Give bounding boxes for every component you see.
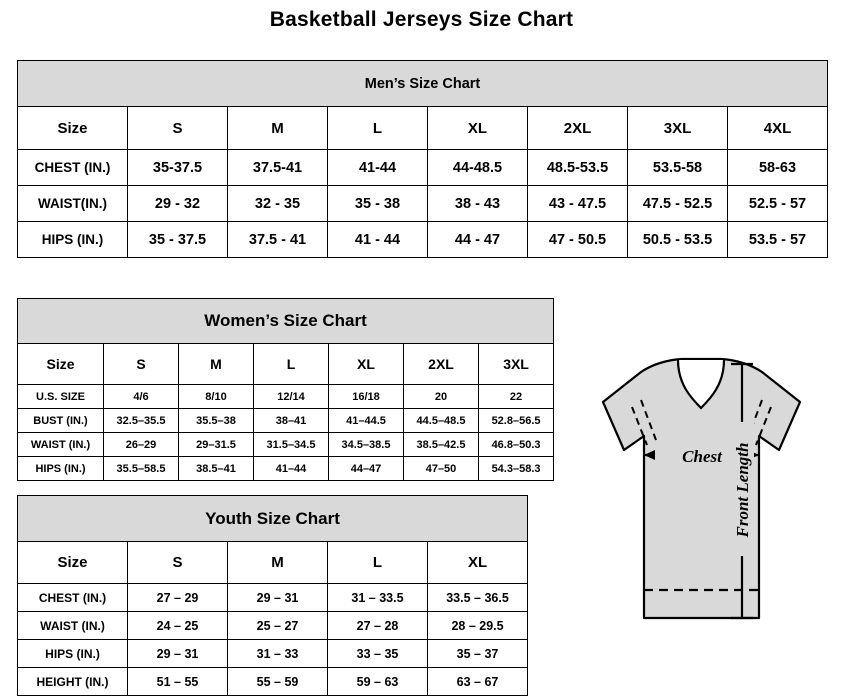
womens-cell: 8/10	[179, 385, 254, 409]
womens-cell: 22	[479, 385, 554, 409]
mens-cell: 35 - 38	[328, 186, 428, 222]
table-row	[18, 409, 554, 433]
table-row	[18, 640, 528, 668]
mens-cell: 48.5-53.5	[528, 150, 628, 186]
womens-cell: 54.3–58.3	[479, 457, 554, 481]
mens-cell: 29 - 32	[128, 186, 228, 222]
womens-cell: 12/14	[254, 385, 329, 409]
mens-cell: 44 - 47	[428, 222, 528, 258]
womens-cell: 16/18	[329, 385, 404, 409]
mens-cell: 47.5 - 52.5	[628, 186, 728, 222]
youth-header-cell: S	[128, 542, 228, 584]
youth-cell: 27 – 28	[328, 612, 428, 640]
mens-cell: 52.5 - 57	[728, 186, 828, 222]
youth-cell: 33 – 35	[328, 640, 428, 668]
womens-table-caption: Women’s Size Chart	[18, 299, 554, 344]
womens-size-chart-table	[17, 298, 554, 481]
mens-cell: 37.5-41	[228, 150, 328, 186]
womens-cell: 35.5–38	[179, 409, 254, 433]
page-title: Basketball Jerseys Size Chart	[269, 8, 574, 31]
mens-cell: 35-37.5	[128, 150, 228, 186]
table-row	[18, 584, 528, 612]
mens-cell: 44-48.5	[428, 150, 528, 186]
womens-cell: 41–44	[254, 457, 329, 481]
front-length-label: Front Length	[733, 442, 752, 538]
womens-cell: 38.5–42.5	[404, 433, 479, 457]
womens-header-cell: 2XL	[404, 344, 479, 385]
mens-row-label: HIPS (IN.)	[18, 222, 128, 258]
mens-header-cell: XL	[428, 107, 528, 150]
youth-size-chart-table	[17, 495, 528, 696]
womens-cell: 44.5–48.5	[404, 409, 479, 433]
mens-table-caption-row	[18, 61, 828, 107]
womens-row-label: BUST (IN.)	[18, 409, 104, 433]
youth-cell: 31 – 33.5	[328, 584, 428, 612]
womens-cell: 38.5–41	[179, 457, 254, 481]
mens-cell: 38 - 43	[428, 186, 528, 222]
mens-cell: 53.5-58	[628, 150, 728, 186]
womens-cell: 38–41	[254, 409, 329, 433]
mens-size-chart-table	[17, 60, 828, 258]
youth-cell: 27 – 29	[128, 584, 228, 612]
youth-table-caption-row	[18, 496, 528, 542]
mens-cell: 32 - 35	[228, 186, 328, 222]
table-row	[18, 150, 828, 186]
mens-row-label: WAIST(IN.)	[18, 186, 128, 222]
womens-cell: 47–50	[404, 457, 479, 481]
youth-cell: 24 – 25	[128, 612, 228, 640]
youth-row-label: CHEST (IN.)	[18, 584, 128, 612]
table-row	[18, 457, 554, 481]
womens-cell: 31.5–34.5	[254, 433, 329, 457]
mens-header-cell: L	[328, 107, 428, 150]
youth-cell: 59 – 63	[328, 668, 428, 696]
mens-cell: 35 - 37.5	[128, 222, 228, 258]
youth-cell: 29 – 31	[228, 584, 328, 612]
womens-row-label: WAIST (IN.)	[18, 433, 104, 457]
mens-cell: 53.5 - 57	[728, 222, 828, 258]
womens-table-caption-row	[18, 299, 554, 344]
womens-row-label: U.S. SIZE	[18, 385, 104, 409]
womens-cell: 20	[404, 385, 479, 409]
table-row	[18, 385, 554, 409]
womens-header-cell: M	[179, 344, 254, 385]
youth-header-cell: M	[228, 542, 328, 584]
youth-cell: 33.5 – 36.5	[428, 584, 528, 612]
womens-cell: 26–29	[104, 433, 179, 457]
youth-cell: 29 – 31	[128, 640, 228, 668]
womens-cell: 41–44.5	[329, 409, 404, 433]
mens-cell: 37.5 - 41	[228, 222, 328, 258]
womens-cell: 29–31.5	[179, 433, 254, 457]
mens-header-cell: 3XL	[628, 107, 728, 150]
youth-header-cell: Size	[18, 542, 128, 584]
womens-row-label: HIPS (IN.)	[18, 457, 104, 481]
womens-header-cell: XL	[329, 344, 404, 385]
youth-row-label: HEIGHT (IN.)	[18, 668, 128, 696]
womens-cell: 46.8–50.3	[479, 433, 554, 457]
youth-size-chart-container	[17, 495, 527, 696]
mens-cell: 43 - 47.5	[528, 186, 628, 222]
mens-cell: 50.5 - 53.5	[628, 222, 728, 258]
youth-header-cell: L	[328, 542, 428, 584]
womens-header-cell: S	[104, 344, 179, 385]
youth-cell: 63 – 67	[428, 668, 528, 696]
youth-table-caption: Youth Size Chart	[18, 496, 528, 542]
womens-size-chart-container	[17, 298, 553, 481]
youth-row-label: HIPS (IN.)	[18, 640, 128, 668]
youth-header-cell: XL	[428, 542, 528, 584]
jersey-diagram-svg	[545, 350, 837, 660]
table-row	[18, 612, 528, 640]
youth-cell: 28 – 29.5	[428, 612, 528, 640]
womens-header-cell: 3XL	[479, 344, 554, 385]
womens-cell: 52.8–56.5	[479, 409, 554, 433]
womens-header-cell: Size	[18, 344, 104, 385]
mens-cell: 41-44	[328, 150, 428, 186]
mens-cell: 58-63	[728, 150, 828, 186]
mens-header-cell: 2XL	[528, 107, 628, 150]
mens-header-cell: Size	[18, 107, 128, 150]
youth-cell: 35 – 37	[428, 640, 528, 668]
mens-cell: 41 - 44	[328, 222, 428, 258]
youth-cell: 51 – 55	[128, 668, 228, 696]
mens-header-cell: S	[128, 107, 228, 150]
youth-cell: 55 – 59	[228, 668, 328, 696]
youth-cell: 31 – 33	[228, 640, 328, 668]
womens-header-row	[18, 344, 554, 385]
womens-header-cell: L	[254, 344, 329, 385]
mens-table-caption: Men’s Size Chart	[18, 61, 828, 107]
table-row	[18, 222, 828, 258]
table-row	[18, 433, 554, 457]
mens-header-row	[18, 107, 828, 150]
mens-cell: 47 - 50.5	[528, 222, 628, 258]
youth-row-label: WAIST (IN.)	[18, 612, 128, 640]
mens-header-cell: 4XL	[728, 107, 828, 150]
youth-cell: 25 – 27	[228, 612, 328, 640]
youth-header-row	[18, 542, 528, 584]
mens-row-label: CHEST (IN.)	[18, 150, 128, 186]
womens-cell: 35.5–58.5	[104, 457, 179, 481]
womens-cell: 34.5–38.5	[329, 433, 404, 457]
jersey-measurement-diagram	[545, 350, 837, 660]
table-row	[18, 186, 828, 222]
womens-cell: 32.5–35.5	[104, 409, 179, 433]
womens-cell: 44–47	[329, 457, 404, 481]
chest-label: Chest	[682, 447, 722, 466]
womens-cell: 4/6	[104, 385, 179, 409]
table-row	[18, 668, 528, 696]
mens-size-chart-container	[17, 60, 827, 258]
mens-header-cell: M	[228, 107, 328, 150]
